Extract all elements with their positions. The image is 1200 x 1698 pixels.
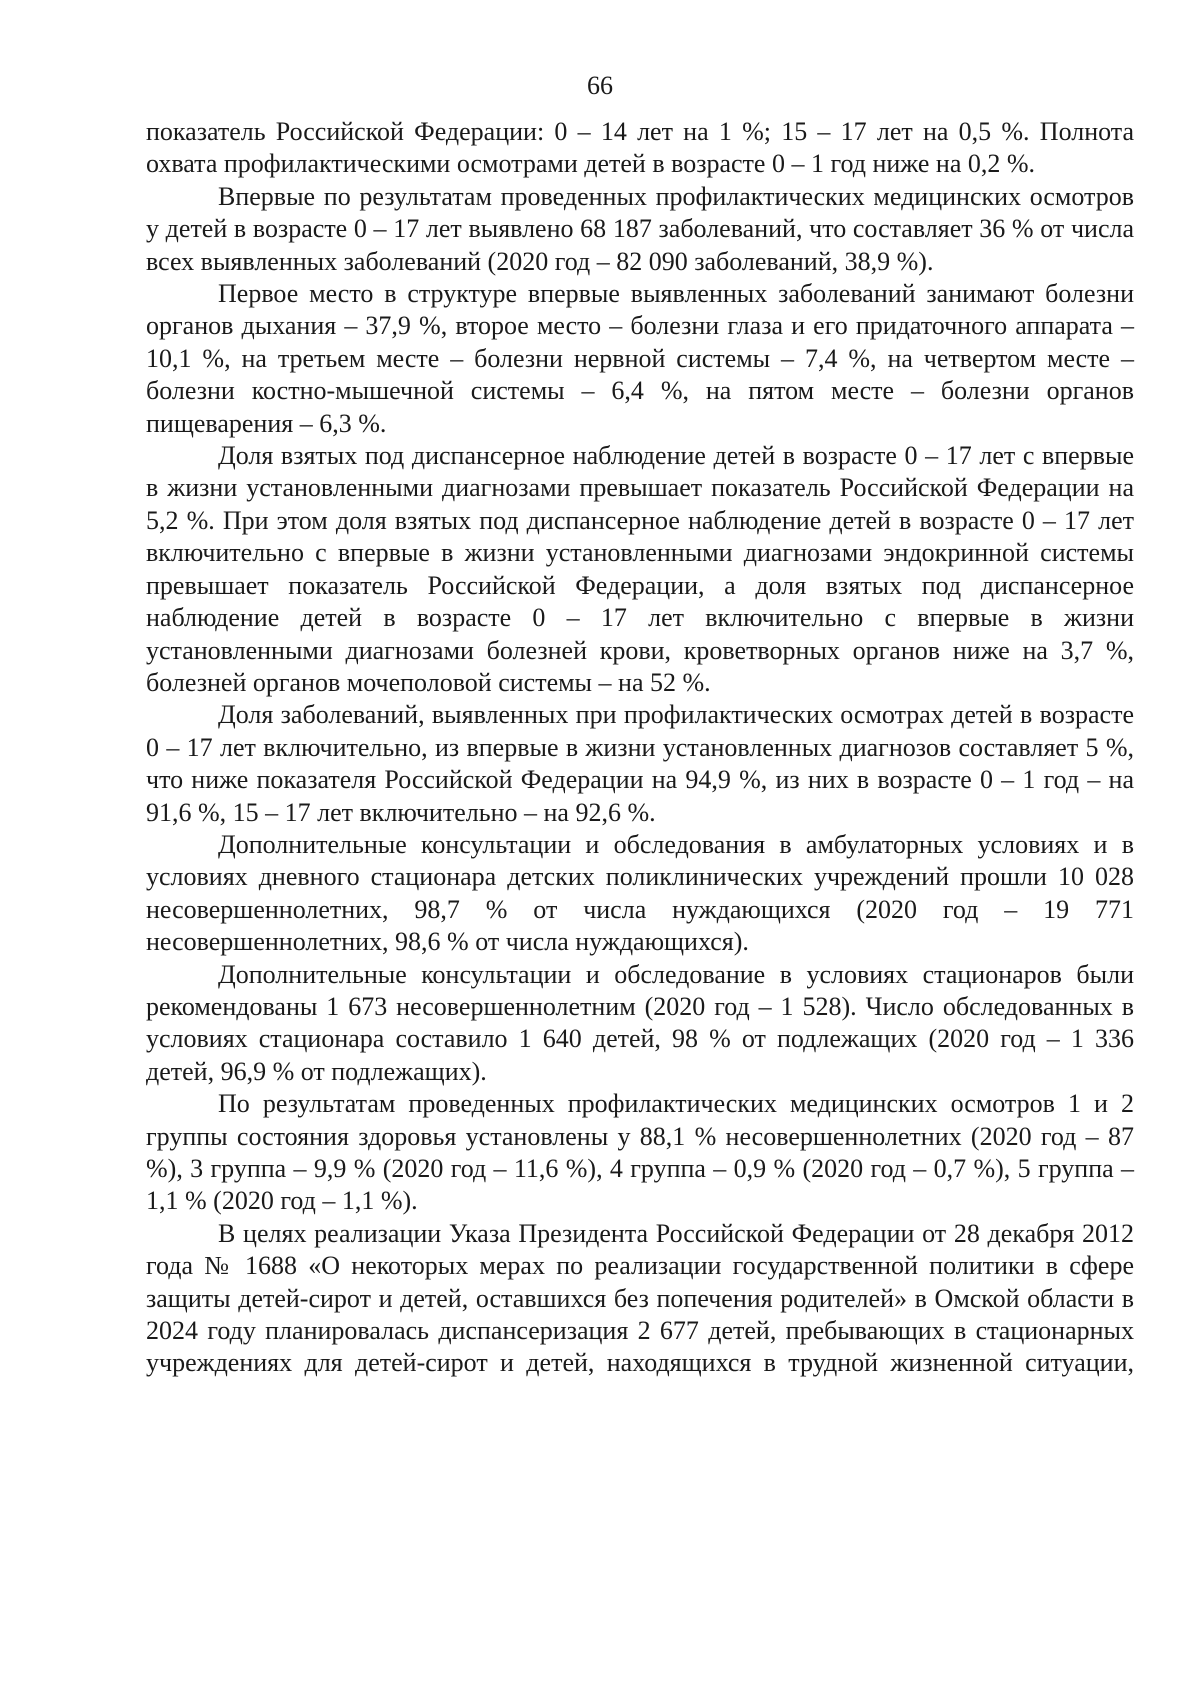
page-number: 66 <box>587 71 613 100</box>
paragraph-disease-share: Доля заболеваний, выявленных при профилактических осмотрах детей в возрасте 0 – 17 лет включительно, из впервые в жизни установленных диагнозов составляет 5 %, что ниже показателя Российской Федерации на 94,9 %, из них в возрасте 0 – 1 год – на 91,6 %, 15 – 17 лет включительно – на 92,6 %. <box>146 700 1134 827</box>
paragraph-continuation: показатель Российской Федерации: 0 – 14 лет на 1 %; 15 – 17 лет на 0,5 %. Полнота охвата профилактическими осмотрами детей в возрасте 0 – 1 год ниже на 0,2 %. <box>146 117 1134 179</box>
paragraph-inpatient-consultations: Дополнительные консультации и обследование в условиях стационаров были рекомендованы 1 673 несовершеннолетним (2020 год – 1 528). Число обследованных в условиях стационара составило 1 640 детей, 98 % от подлежащих (2020 год – 1 336 детей, 96,9 % от подлежащих). <box>146 959 1134 1086</box>
paragraph-outpatient-consultations: Дополнительные консультации и обследования в амбулаторных условиях и в условиях дневного стационара детских поликлинических учреждений прошли 10 028 несовершеннолетних, 98,7 % от числа нуждающихся (2020 год – 19 771 несовершеннолетних, 98,6 % от числа нуждающихся). <box>146 829 1134 957</box>
paragraph-dispensary-share: Доля взятых под диспансерное наблюдение детей в возрасте 0 – 17 лет с впервые в жизни установленными диагнозами превышает показатель Российской Федерации на 5,2 %. При этом доля взятых под диспансерное наблюдение детей в возрасте 0 – 17 лет включительно с впервые в жизни установленными диагнозами эндокринной системы превышает показатель Российской Федерации, а доля взятых под диспансерное наблюдение детей в возрасте 0 – 17 лет включительно с впервые в жизни установленными диагнозами болезней крови, кроветворных органов ниже на 3,7 %, болезней органов мочеполовой системы – на 52 %. <box>146 441 1134 697</box>
paragraph-orphan-screening: В целях реализации Указа Президента Российской Федерации от 28 декабря 2012 года № 1688 «О некоторых мерах по реализации государственной политики в сфере защиты детей-сирот и детей, оставшихся без попечения родителей» в Омской области в 2024 году планировалась диспансеризация 2 677 детей, пребывающих в стационарных учреждениях для детей-сирот и детей, находящихся в трудной жизненной ситуации, <box>146 1218 1134 1378</box>
paragraph-health-groups: По результатам проведенных профилактических медицинских осмотров 1 и 2 группы состояния здоровья установлены у 88,1 % несовершеннолетних (2020 год – 87 %), 3 группа – 9,9 % (2020 год – 11,6 %), 4 группа – 0,9 % (2020 год – 0,7 %), 5 группа – 1,1 % (2020 год – 1,1 %). <box>146 1089 1134 1216</box>
paragraph-disease-structure: Первое место в структуре впервые выявленных заболеваний занимают болезни органов дыхания – 37,9 %, второе место – болезни глаза и его придаточного аппарата – 10,1 %, на третьем месте – болезни нервной системы – 7,4 %, на четвертом месте – болезни костно-мышечной системы – 6,4 %, на пятом месте – болезни органов пищеварения – 6,3 %. <box>146 279 1134 438</box>
document-body <box>146 116 1134 1380</box>
paragraph-new-diseases: Впервые по результатам проведенных профилактических медицинских осмотров у детей в возрасте 0 – 17 лет выявлено 68 187 заболеваний, что составляет 36 % от числа всех выявленных заболеваний (2020 год – 82 090 заболеваний, 38,9 %). <box>146 181 1134 276</box>
